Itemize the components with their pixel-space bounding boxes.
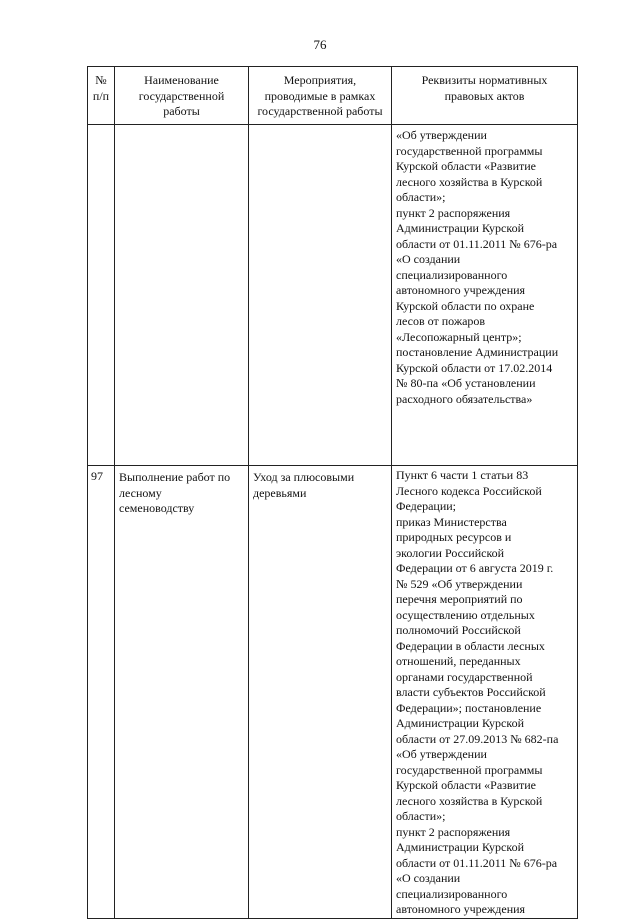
header-measures: Мероприятия, проводимые в рамках государственной работы: [249, 67, 392, 125]
cell-work-name: [115, 125, 249, 466]
header-legal-acts: Реквизиты нормативных правовых актов: [392, 67, 578, 125]
cell-number: [88, 125, 115, 466]
cell-work-name: Выполнение работ по лесному семеноводству: [115, 466, 249, 919]
table-header-row: [88, 67, 578, 125]
header-number: № п/п: [88, 67, 115, 125]
header-work-name: Наименование государственной работы: [115, 67, 249, 125]
cell-legal-acts: Пункт 6 части 1 статьи 83 Лесного кодекса Российской Федерации; приказ Министерства природных ресурсов и экологии Российской Федерации от 6 августа 2019 г. № 529 «Об утверждении перечня мероприятий по осуществлению отдельных полномочий Российской Федерации в области лесных отношений, переданных органами государственной власти субъектов Российской Федерации»; постановление Администрации Курской области от 27.09.2013 № 682-па «Об утверждении государственной программы Курской области «Развитие лесного хозяйства в Курской области»; пункт 2 распоряжения Администрации Курской области от 01.11.2011 № 676-ра «О создании специализированного автономного учреждения: [392, 466, 578, 919]
page-number: 76: [313, 37, 327, 52]
cell-number: 97: [88, 466, 115, 919]
cell-measures: [249, 125, 392, 466]
regulatory-acts-table: [87, 66, 578, 919]
cell-legal-acts: «Об утверждении государственной программы Курской области «Развитие лесного хозяйства в Курской области»; пункт 2 распоряжения Администрации Курской области от 01.11.2011 № 676-ра «О создании специализированного автономного учреждения Курской области по охране лесов от пожаров «Лесопожарный центр»; постановление Администрации Курской области от 17.02.2014 № 80-па «Об установлении расходного обязательства»: [392, 125, 578, 466]
cell-measures: Уход за плюсовыми деревьями: [249, 466, 392, 919]
table-row: [88, 125, 578, 466]
table-row: [88, 466, 578, 919]
